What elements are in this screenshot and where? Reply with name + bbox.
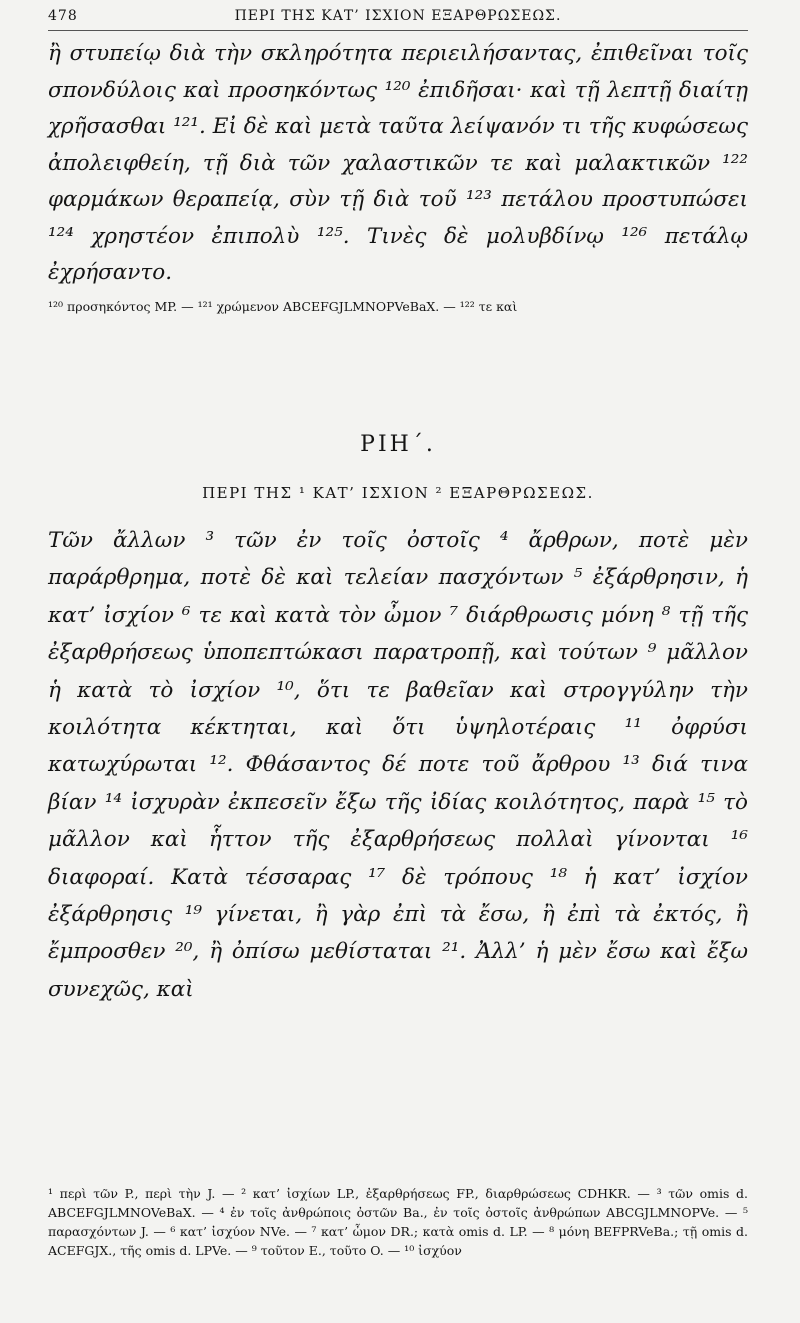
- chapter-title: ΠΕΡΙ ΤΗΣ ¹ ΚΑΤ’ ΙΣΧΙΟΝ ² ΕΞΑΡΘΡΩΣΕΩΣ.: [202, 484, 594, 502]
- footnotes-previous-chapter: ¹²⁰ προσηκόντος MP. — ¹²¹ χρώμενον ABCEFGJLMNOPVeBaX. — ¹²² τε καὶ: [48, 299, 518, 314]
- page-number: 478: [48, 8, 78, 24]
- footnotes-chapter: ¹ περὶ τῶν P., περὶ τὴν J. — ² κατ’ ἰσχίων LP., ἐξαρθρήσεως FP., διαρθρώσεως CDHKR. — ³ τῶν omis d. ABCEFGJLMNOVeBaX. — ⁴ ἐν τοῖς ἀνθρώποις ὀστῶν Ba., ἐν τοῖς ὀστοῖς ἀνθρώπων ABCGJLMNOPVe. — ⁵ παρασχόντων J. — ⁶ κατ’ ἰσχύον NVe. — ⁷ κατ’ ὦμον DR.; κατὰ omis d. LP. — ⁸ μόνη BEFPRVeBa.; τῇ omis d. ACEFGJX., τῆς omis d. LPVe. — ⁹ τοῦτον E., τοῦτο O. — ¹⁰ ἰσχύον: [48, 1186, 748, 1258]
- running-header: [48, 8, 748, 30]
- chapter-number: ΡΙΗ΄.: [360, 432, 436, 457]
- main-text-paragraph-continued: ἢ στυπείῳ διὰ τὴν σκληρότητα περιειλήσαντας, ἐπιθεῖναι τοῖς σπονδύλοις καὶ προσηκόντως ¹²⁰ ἐπιδῆσαι· καὶ τῇ λεπτῇ διαίτῃ χρῆσασθαι ¹²¹. Εἰ δὲ καὶ μετὰ ταῦτα λείψανόν τι τῆς κυφώσεως ἀπολειφθείη, τῇ διὰ τῶν χαλαστικῶν τε καὶ μαλακτικῶν ¹²² φαρμάκων θεραπείᾳ, σὺν τῇ διὰ τοῦ ¹²³ πετάλου προστυπώσει ¹²⁴ χρηστέον ἐπιπολὺ ¹²⁵. Τινὲς δὲ μολυβδίνῳ ¹²⁶ πετάλῳ ἐχρήσαντο.: [48, 41, 748, 285]
- running-title: ΠΕΡΙ ΤΗΣ ΚΑΤ’ ΙΣΧΙΟΝ ΕΞΑΡΘΡΩΣΕΩΣ.: [234, 8, 562, 24]
- main-text-paragraph-chapter: Τῶν ἄλλων ³ τῶν ἐν τοῖς ὀστοῖς ⁴ ἄρθρων, ποτὲ μὲν παράρθρημα, ποτὲ δὲ καὶ τελείαν πασχόντων ⁵ ἐξάρθρησιν, ἡ κατ’ ἰσχίον ⁶ τε καὶ κατὰ τὸν ὦμον ⁷ διάρθρωσις μόνη ⁸ τῇ τῆς ἐξαρθρήσεως ὑποπεπτώκασι παρατροπῇ, καὶ τούτων ⁹ μᾶλλον ἡ κατὰ τὸ ἰσχίον ¹⁰, ὅτι τε βαθεῖαν καὶ στρογγύλην τὴν κοιλότητα κέκτηται, καὶ ὅτι ὑψηλοτέραις ¹¹ ὀφρύσι κατωχύρωται ¹². Φθάσαντος δέ ποτε τοῦ ἄρθρου ¹³ διά τινα βίαν ¹⁴ ἰσχυρὰν ἐκπεσεῖν ἔξω τῆς ἰδίας κοιλότητος, παρὰ ¹⁵ τὸ μᾶλλον καὶ ἧττον τῆς ἐξαρθρήσεως πολλαὶ γίνονται ¹⁶ διαφοραί. Κατὰ τέσσαρας ¹⁷ δὲ τρόπους ¹⁸ ἡ κατ’ ἰσχίον ἐξάρθρησις ¹⁹ γίνεται, ἢ γὰρ ἐπὶ τὰ ἔσω, ἢ ἐπὶ τὰ ἐκτός, ἢ ἔμπροσθεν ²⁰, ἢ ὀπίσω μεθίσταται ²¹. Ἀλλ’ ἡ μὲν ἔσω καὶ ἔξω συνεχῶς, καὶ: [48, 528, 748, 1002]
- header-rule: [48, 30, 748, 31]
